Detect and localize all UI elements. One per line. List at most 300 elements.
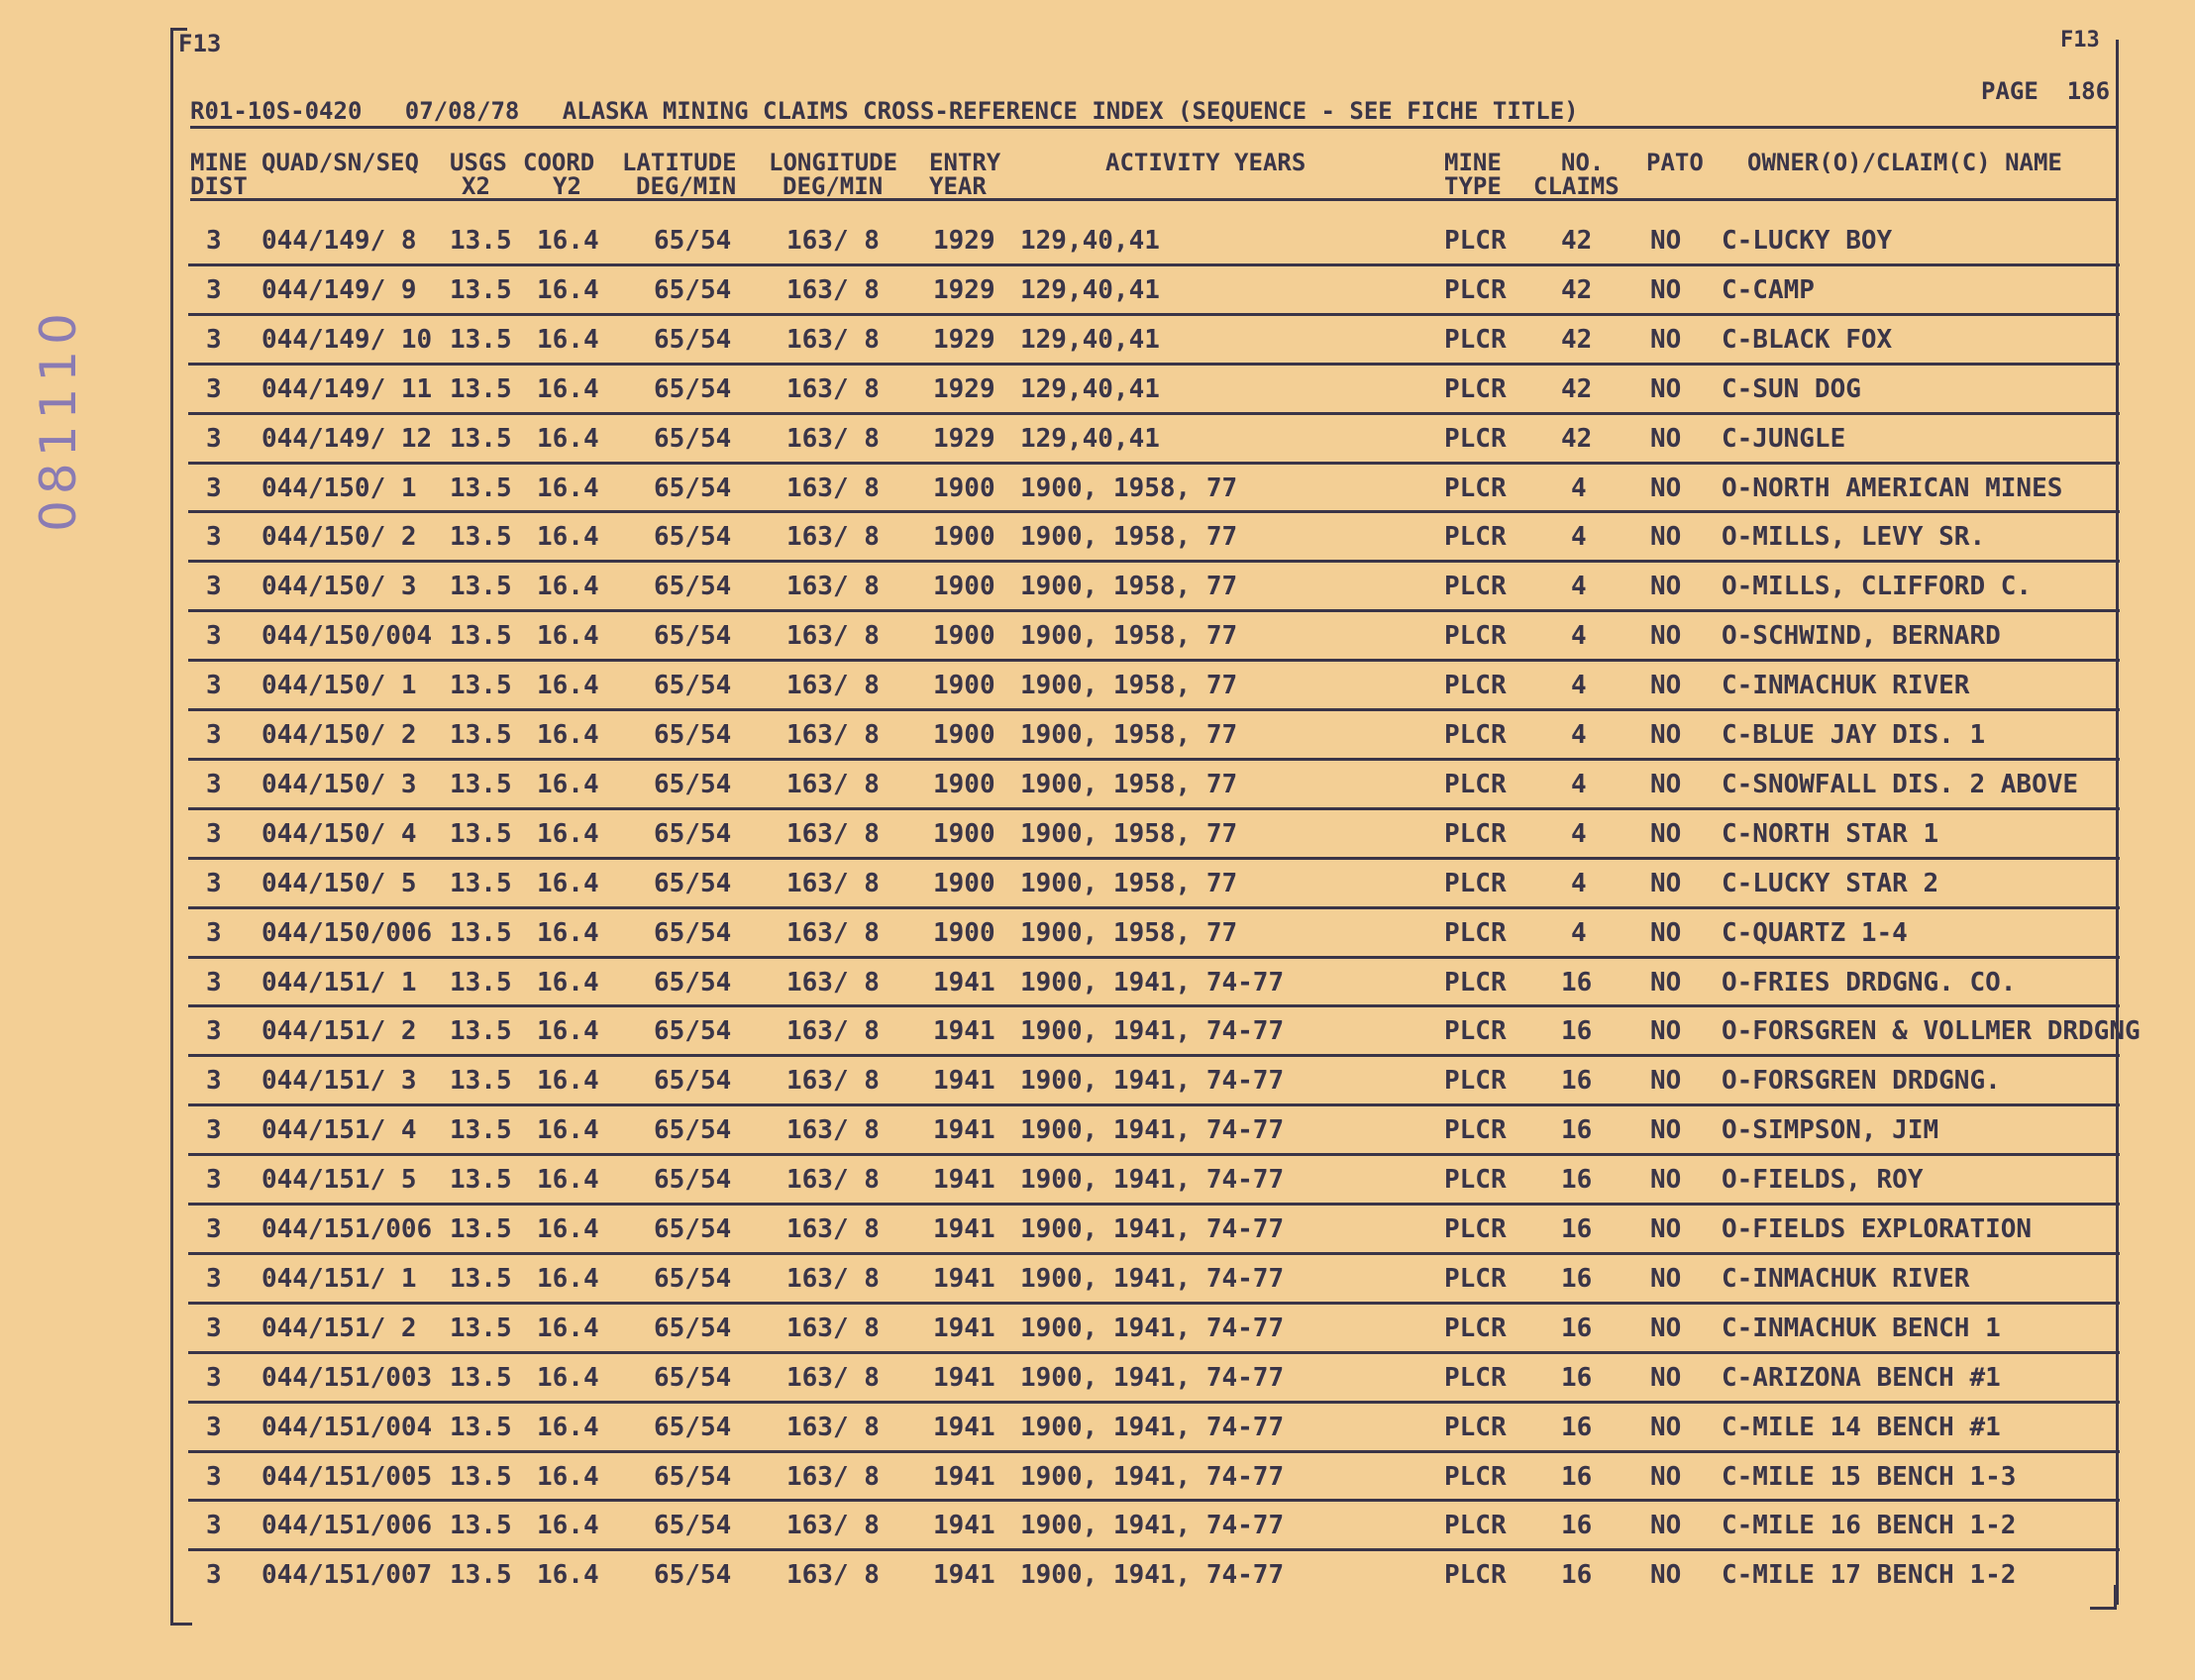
cell-type: PLCR [1444, 967, 1507, 998]
cell-entry: 1929 [933, 373, 995, 404]
row-rule [188, 1203, 2120, 1206]
cell-y2: 16.4 [537, 1214, 599, 1244]
cell-claims: 4 [1571, 522, 1587, 553]
cell-name: C-MILE 17 BENCH 1-2 [1722, 1560, 2017, 1591]
cell-dist: 3 [206, 1461, 222, 1492]
cell-entry: 1900 [933, 868, 995, 898]
col-head-activity-years: ACTIVITY YEARS [1105, 149, 1307, 176]
cell-x2: 13.5 [450, 1412, 512, 1442]
cell-entry: 1941 [933, 967, 995, 998]
cell-quad: 044/150/ 3 [261, 769, 417, 799]
row-rule [188, 1450, 2120, 1453]
cell-lat: 65/54 [654, 423, 732, 454]
row-rule [188, 363, 2120, 366]
table-row [188, 661, 2120, 710]
cell-lat: 65/54 [654, 1511, 732, 1541]
cell-name: C-LUCKY STAR 2 [1722, 868, 1939, 898]
col-head-coord-y2: COORD Y2 [523, 149, 595, 200]
cell-lat: 65/54 [654, 324, 732, 355]
cell-entry: 1941 [933, 1412, 995, 1442]
row-rule [188, 1252, 2120, 1255]
cell-type: PLCR [1444, 226, 1507, 256]
cell-y2: 16.4 [537, 1511, 599, 1541]
cell-entry: 1941 [933, 1461, 995, 1492]
cell-name: C-INMACHUK RIVER [1722, 671, 1970, 701]
cell-lat: 65/54 [654, 226, 732, 256]
row-rule [188, 412, 2120, 415]
cell-quad: 044/151/ 4 [261, 1115, 417, 1146]
cell-dist: 3 [206, 818, 222, 849]
cell-type: PLCR [1444, 720, 1507, 750]
cell-activity: 1900, 1941, 74-77 [1020, 1066, 1285, 1097]
table-row [188, 512, 2120, 562]
cell-pato: NO [1650, 1214, 1682, 1244]
cell-name: C-QUARTZ 1-4 [1722, 917, 1908, 948]
page-number: 186 [2066, 77, 2111, 105]
cell-lat: 65/54 [654, 1016, 732, 1047]
cell-lon: 163/ 8 [786, 1165, 880, 1196]
cell-x2: 13.5 [450, 1115, 512, 1146]
cell-claims: 16 [1561, 1461, 1593, 1492]
cell-y2: 16.4 [537, 720, 599, 750]
cell-type: PLCR [1444, 769, 1507, 799]
cell-entry: 1941 [933, 1066, 995, 1097]
cell-dist: 3 [206, 472, 222, 503]
cell-pato: NO [1650, 522, 1682, 553]
cell-lat: 65/54 [654, 274, 732, 305]
cell-name: O-MILLS, LEVY SR. [1722, 522, 1986, 553]
cell-type: PLCR [1444, 472, 1507, 503]
row-rule [188, 1351, 2120, 1354]
cell-type: PLCR [1444, 917, 1507, 948]
cell-lon: 163/ 8 [786, 1362, 880, 1393]
cell-entry: 1941 [933, 1214, 995, 1244]
cell-pato: NO [1650, 1362, 1682, 1393]
cell-quad: 044/150/ 2 [261, 720, 417, 750]
cell-dist: 3 [206, 423, 222, 454]
cell-lat: 65/54 [654, 522, 732, 553]
table-row [188, 365, 2120, 414]
cell-activity: 1900, 1941, 74-77 [1020, 1461, 1285, 1492]
cell-y2: 16.4 [537, 226, 599, 256]
table-row [188, 859, 2120, 908]
cell-name: C-MILE 15 BENCH 1-3 [1722, 1461, 2017, 1492]
frame-label-right: F13 [2060, 28, 2100, 52]
cell-quad: 044/149/ 12 [261, 423, 433, 454]
cell-name: C-LUCKY BOY [1722, 226, 1893, 256]
cell-y2: 16.4 [537, 324, 599, 355]
cell-lon: 163/ 8 [786, 720, 880, 750]
table-row [188, 1550, 2120, 1600]
cell-quad: 044/151/005 [261, 1461, 433, 1492]
cell-activity: 129,40,41 [1020, 373, 1160, 404]
cell-y2: 16.4 [537, 1115, 599, 1146]
table-row [188, 562, 2120, 611]
cell-claims: 16 [1561, 1312, 1593, 1343]
cell-lat: 65/54 [654, 868, 732, 898]
cell-x2: 13.5 [450, 1263, 512, 1294]
cell-y2: 16.4 [537, 373, 599, 404]
cell-y2: 16.4 [537, 1016, 599, 1047]
column-header-rule [190, 198, 2117, 201]
cell-activity: 1900, 1941, 74-77 [1020, 1412, 1285, 1442]
cell-type: PLCR [1444, 274, 1507, 305]
cell-y2: 16.4 [537, 818, 599, 849]
cell-dist: 3 [206, 967, 222, 998]
cell-lat: 65/54 [654, 1362, 732, 1393]
row-rule [188, 462, 2120, 465]
cell-pato: NO [1650, 818, 1682, 849]
cell-lat: 65/54 [654, 572, 732, 602]
cell-claims: 16 [1561, 1165, 1593, 1196]
frame-corner-bottom-left [170, 1601, 192, 1626]
header-rule [190, 126, 2117, 129]
col-head-owner-name: OWNER(O)/CLAIM(C) NAME [1747, 149, 2062, 176]
report-date: 07/08/78 [404, 97, 520, 125]
cell-lon: 163/ 8 [786, 818, 880, 849]
cell-pato: NO [1650, 720, 1682, 750]
cell-dist: 3 [206, 572, 222, 602]
cell-name: O-FIELDS EXPLORATION [1722, 1214, 2033, 1244]
cell-pato: NO [1650, 1115, 1682, 1146]
cell-dist: 3 [206, 1016, 222, 1047]
cell-dist: 3 [206, 1115, 222, 1146]
cell-pato: NO [1650, 1461, 1682, 1492]
cell-dist: 3 [206, 522, 222, 553]
cell-entry: 1900 [933, 472, 995, 503]
cell-lat: 65/54 [654, 1312, 732, 1343]
cell-type: PLCR [1444, 621, 1507, 652]
cell-lat: 65/54 [654, 1263, 732, 1294]
report-id: R01-10S-0420 [190, 97, 363, 125]
row-rule [188, 1401, 2120, 1404]
cell-x2: 13.5 [450, 1362, 512, 1393]
cell-claims: 42 [1561, 373, 1593, 404]
cell-lat: 65/54 [654, 1115, 732, 1146]
cell-quad: 044/150/ 1 [261, 472, 417, 503]
cell-quad: 044/151/004 [261, 1412, 433, 1442]
cell-y2: 16.4 [537, 423, 599, 454]
cell-dist: 3 [206, 917, 222, 948]
cell-entry: 1941 [933, 1115, 995, 1146]
cell-activity: 129,40,41 [1020, 324, 1160, 355]
cell-type: PLCR [1444, 373, 1507, 404]
cell-claims: 42 [1561, 423, 1593, 454]
row-rule [188, 1302, 2120, 1305]
cell-x2: 13.5 [450, 274, 512, 305]
table-row [188, 710, 2120, 760]
cell-dist: 3 [206, 671, 222, 701]
cell-lon: 163/ 8 [786, 868, 880, 898]
cell-y2: 16.4 [537, 274, 599, 305]
cell-lon: 163/ 8 [786, 572, 880, 602]
cell-x2: 13.5 [450, 572, 512, 602]
cell-type: PLCR [1444, 572, 1507, 602]
cell-quad: 044/150/006 [261, 917, 433, 948]
cell-claims: 16 [1561, 1263, 1593, 1294]
cell-name: C-MILE 16 BENCH 1-2 [1722, 1511, 2017, 1541]
cell-pato: NO [1650, 1165, 1682, 1196]
row-rule [188, 1004, 2120, 1007]
cell-x2: 13.5 [450, 522, 512, 553]
col-head-quad: QUAD/SN/SEQ [261, 149, 419, 176]
cell-activity: 1900, 1958, 77 [1020, 769, 1238, 799]
cell-y2: 16.4 [537, 572, 599, 602]
table-row [188, 1006, 2141, 1056]
cell-pato: NO [1650, 226, 1682, 256]
cell-pato: NO [1650, 274, 1682, 305]
cell-type: PLCR [1444, 1115, 1507, 1146]
table-row [188, 1403, 2120, 1452]
cell-quad: 044/151/ 1 [261, 1263, 417, 1294]
table-row [188, 216, 2120, 265]
cell-quad: 044/149/ 8 [261, 226, 417, 256]
cell-lon: 163/ 8 [786, 373, 880, 404]
cell-activity: 1900, 1941, 74-77 [1020, 1263, 1285, 1294]
cell-pato: NO [1650, 917, 1682, 948]
cell-claims: 16 [1561, 1362, 1593, 1393]
cell-pato: NO [1650, 1312, 1682, 1343]
cell-pato: NO [1650, 671, 1682, 701]
cell-y2: 16.4 [537, 769, 599, 799]
cell-lat: 65/54 [654, 621, 732, 652]
col-head-latitude: LATITUDE DEG/MIN [622, 149, 737, 200]
cell-entry: 1900 [933, 621, 995, 652]
cell-y2: 16.4 [537, 472, 599, 503]
cell-dist: 3 [206, 1165, 222, 1196]
cell-lon: 163/ 8 [786, 1560, 880, 1591]
cell-claims: 16 [1561, 1412, 1593, 1442]
cell-type: PLCR [1444, 1312, 1507, 1343]
cell-quad: 044/150/ 1 [261, 671, 417, 701]
cell-type: PLCR [1444, 1165, 1507, 1196]
cell-y2: 16.4 [537, 967, 599, 998]
page-label: PAGE [1981, 77, 2038, 105]
cell-pato: NO [1650, 1511, 1682, 1541]
col-head-longitude: LONGITUDE DEG/MIN [769, 149, 898, 200]
cell-name: C-INMACHUK BENCH 1 [1722, 1312, 2001, 1343]
row-rule [188, 758, 2120, 761]
col-head-no-claims: NO. CLAIMS [1533, 149, 1620, 200]
cell-entry: 1941 [933, 1362, 995, 1393]
cell-dist: 3 [206, 621, 222, 652]
cell-x2: 13.5 [450, 720, 512, 750]
cell-name: C-JUNGLE [1722, 423, 1846, 454]
cell-entry: 1941 [933, 1560, 995, 1591]
cell-y2: 16.4 [537, 1263, 599, 1294]
cell-entry: 1941 [933, 1312, 995, 1343]
cell-name: O-FORSGREN & VOLLMER DRDGNG [1722, 1016, 2141, 1047]
cell-type: PLCR [1444, 1362, 1507, 1393]
cell-entry: 1900 [933, 769, 995, 799]
cell-activity: 1900, 1941, 74-77 [1020, 1362, 1285, 1393]
cell-name: C-INMACHUK RIVER [1722, 1263, 1970, 1294]
cell-lon: 163/ 8 [786, 226, 880, 256]
cell-x2: 13.5 [450, 868, 512, 898]
cell-y2: 16.4 [537, 1412, 599, 1442]
cell-quad: 044/151/ 3 [261, 1066, 417, 1097]
cell-lon: 163/ 8 [786, 423, 880, 454]
cell-entry: 1900 [933, 522, 995, 553]
frame-left-border [170, 28, 173, 1623]
cell-claims: 42 [1561, 324, 1593, 355]
cell-activity: 1900, 1958, 77 [1020, 868, 1238, 898]
table-row [188, 1105, 2120, 1155]
cell-claims: 16 [1561, 1016, 1593, 1047]
row-rule [188, 1499, 2120, 1502]
cell-x2: 13.5 [450, 423, 512, 454]
cell-lat: 65/54 [654, 818, 732, 849]
table-row [188, 315, 2120, 365]
cell-claims: 16 [1561, 1214, 1593, 1244]
cell-claims: 42 [1561, 274, 1593, 305]
cell-name: C-NORTH STAR 1 [1722, 818, 1939, 849]
report-title: ALASKA MINING CLAIMS CROSS-REFERENCE INDEX (SEQUENCE - SEE FICHE TITLE) [562, 97, 1579, 125]
cell-x2: 13.5 [450, 621, 512, 652]
cell-x2: 13.5 [450, 1066, 512, 1097]
row-rule [188, 1103, 2120, 1106]
row-rule [188, 857, 2120, 860]
row-rule [188, 263, 2120, 266]
cell-y2: 16.4 [537, 1066, 599, 1097]
cell-x2: 13.5 [450, 1214, 512, 1244]
cell-quad: 044/151/ 5 [261, 1165, 417, 1196]
row-rule [188, 609, 2120, 612]
cell-entry: 1929 [933, 324, 995, 355]
cell-x2: 13.5 [450, 818, 512, 849]
cell-pato: NO [1650, 967, 1682, 998]
table-row [188, 1205, 2120, 1254]
cell-x2: 13.5 [450, 324, 512, 355]
cell-y2: 16.4 [537, 868, 599, 898]
table-row [188, 1452, 2120, 1502]
table-row [188, 1353, 2120, 1403]
page-indicator [1981, 77, 2110, 105]
cell-dist: 3 [206, 324, 222, 355]
cell-claims: 16 [1561, 1560, 1593, 1591]
cell-lon: 163/ 8 [786, 1412, 880, 1442]
cell-lat: 65/54 [654, 472, 732, 503]
cell-pato: NO [1650, 1016, 1682, 1047]
table-row [188, 760, 2120, 809]
cell-pato: NO [1650, 572, 1682, 602]
cell-entry: 1929 [933, 423, 995, 454]
cell-dist: 3 [206, 1214, 222, 1244]
cell-lat: 65/54 [654, 1461, 732, 1492]
cell-activity: 1900, 1941, 74-77 [1020, 1115, 1285, 1146]
cell-name: C-SUN DOG [1722, 373, 1861, 404]
cell-name: O-MILLS, CLIFFORD C. [1722, 572, 2033, 602]
cell-x2: 13.5 [450, 226, 512, 256]
report-header [190, 97, 1579, 125]
cell-activity: 1900, 1958, 77 [1020, 917, 1238, 948]
cell-claims: 4 [1571, 621, 1587, 652]
cell-y2: 16.4 [537, 1312, 599, 1343]
cell-dist: 3 [206, 373, 222, 404]
cell-x2: 13.5 [450, 769, 512, 799]
cell-type: PLCR [1444, 423, 1507, 454]
cell-quad: 044/149/ 10 [261, 324, 433, 355]
cell-pato: NO [1650, 1412, 1682, 1442]
cell-activity: 1900, 1941, 74-77 [1020, 1214, 1285, 1244]
cell-pato: NO [1650, 769, 1682, 799]
table-row [188, 1501, 2120, 1550]
cell-activity: 129,40,41 [1020, 274, 1160, 305]
cell-type: PLCR [1444, 1412, 1507, 1442]
cell-dist: 3 [206, 1263, 222, 1294]
cell-activity: 1900, 1941, 74-77 [1020, 1165, 1285, 1196]
row-rule [188, 956, 2120, 959]
table-row [188, 464, 2120, 513]
cell-quad: 044/150/ 3 [261, 572, 417, 602]
cell-claims: 4 [1571, 572, 1587, 602]
cell-lat: 65/54 [654, 1066, 732, 1097]
cell-lat: 65/54 [654, 671, 732, 701]
cell-type: PLCR [1444, 324, 1507, 355]
cell-entry: 1900 [933, 818, 995, 849]
cell-name: O-NORTH AMERICAN MINES [1722, 472, 2063, 503]
cell-lat: 65/54 [654, 967, 732, 998]
cell-lon: 163/ 8 [786, 1016, 880, 1047]
cell-dist: 3 [206, 1066, 222, 1097]
cell-entry: 1900 [933, 671, 995, 701]
cell-lon: 163/ 8 [786, 967, 880, 998]
cell-name: O-FRIES DRDGNG. CO. [1722, 967, 2017, 998]
cell-lat: 65/54 [654, 1560, 732, 1591]
cell-lon: 163/ 8 [786, 621, 880, 652]
col-head-mine-dist: MINE DIST [190, 149, 248, 200]
cell-pato: NO [1650, 1066, 1682, 1097]
cell-activity: 1900, 1941, 74-77 [1020, 1511, 1285, 1541]
cell-claims: 16 [1561, 1511, 1593, 1541]
side-stamp-number: 081110 [30, 307, 87, 532]
row-rule [188, 510, 2120, 513]
col-head-pato: PATO [1646, 149, 1704, 176]
cell-dist: 3 [206, 1312, 222, 1343]
cell-lat: 65/54 [654, 769, 732, 799]
cell-x2: 13.5 [450, 1016, 512, 1047]
cell-dist: 3 [206, 769, 222, 799]
cell-name: C-SNOWFALL DIS. 2 ABOVE [1722, 769, 2079, 799]
cell-pato: NO [1650, 472, 1682, 503]
row-rule [188, 313, 2120, 316]
cell-activity: 1900, 1958, 77 [1020, 472, 1238, 503]
cell-claims: 4 [1571, 917, 1587, 948]
cell-activity: 1900, 1958, 77 [1020, 671, 1238, 701]
cell-name: O-SCHWIND, BERNARD [1722, 621, 2001, 652]
col-head-entry-year: ENTRY YEAR [929, 149, 1001, 200]
cell-lat: 65/54 [654, 720, 732, 750]
cell-lon: 163/ 8 [786, 1115, 880, 1146]
cell-entry: 1900 [933, 720, 995, 750]
cell-type: PLCR [1444, 522, 1507, 553]
cell-lon: 163/ 8 [786, 1214, 880, 1244]
cell-type: PLCR [1444, 1214, 1507, 1244]
cell-activity: 1900, 1958, 77 [1020, 572, 1238, 602]
cell-activity: 1900, 1941, 74-77 [1020, 1016, 1285, 1047]
cell-x2: 13.5 [450, 967, 512, 998]
cell-pato: NO [1650, 868, 1682, 898]
cell-quad: 044/151/ 2 [261, 1312, 417, 1343]
cell-name: O-FIELDS, ROY [1722, 1165, 1924, 1196]
table-row [188, 809, 2120, 859]
cell-quad: 044/150/ 5 [261, 868, 417, 898]
cell-entry: 1900 [933, 917, 995, 948]
cell-type: PLCR [1444, 1461, 1507, 1492]
cell-activity: 1900, 1958, 77 [1020, 818, 1238, 849]
cell-activity: 1900, 1958, 77 [1020, 720, 1238, 750]
cell-dist: 3 [206, 226, 222, 256]
